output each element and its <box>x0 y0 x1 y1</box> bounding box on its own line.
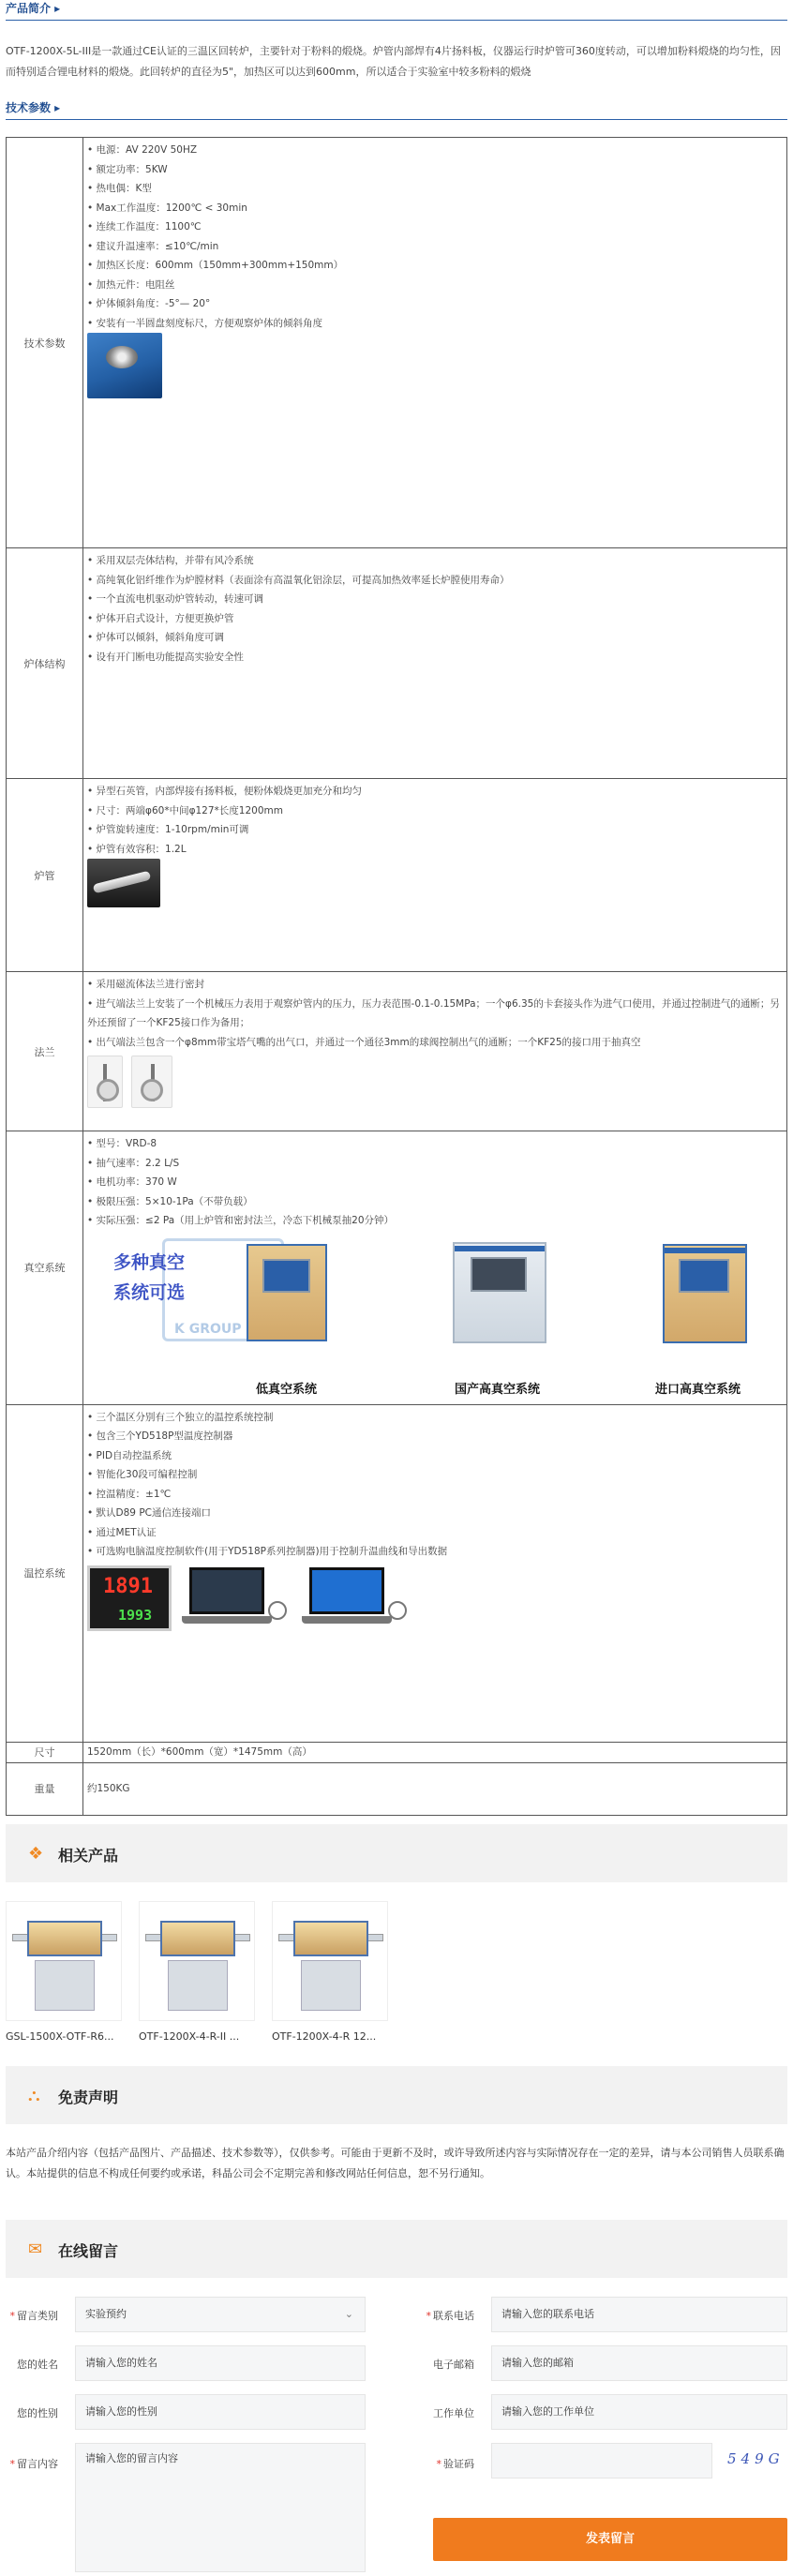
low-vacuum-unit-image <box>247 1244 327 1341</box>
spec-line: • 热电偶：K型 <box>87 183 152 194</box>
captcha-input[interactable] <box>491 2443 712 2479</box>
spec-row-control <box>7 1404 787 1742</box>
gender-label: 您的性别 <box>17 2407 58 2419</box>
spec-line: • 电源：AV 220V 50HZ <box>87 144 198 156</box>
spec-line: • 设有开门断电功能提高实验安全性 <box>87 651 245 663</box>
row-label: 温控系统 <box>7 1404 83 1742</box>
spec-line: • 通过MET认证 <box>87 1526 157 1538</box>
spec-line: • 额定功率：5KW <box>87 163 168 175</box>
spec-line: • 炉体可以倾斜，倾斜角度可调 <box>87 632 225 643</box>
spec-line: • 极限压强：5×10-1Pa（不带负载） <box>87 1195 253 1207</box>
temperature-controller-photo <box>87 1565 172 1631</box>
controller-photos <box>87 1565 783 1635</box>
related-products-title: 相关产品 <box>58 1847 119 1865</box>
spec-line: • 采用双层壳体结构，并带有风冷系统 <box>87 555 254 566</box>
caption-imported-high-vacuum: 进口高真空系统 <box>655 1382 741 1397</box>
spec-line: • 炉管有效容积：1.2L <box>87 843 187 855</box>
watermark-text: K GROUP <box>174 1321 242 1337</box>
spec-line: • 默认D89 PC通信连接端口 <box>87 1507 211 1519</box>
row-label: 重量 <box>7 1762 83 1815</box>
submit-message-button[interactable]: 发表留言 <box>433 2518 787 2561</box>
gender-input[interactable]: 请输入您的性别 <box>75 2394 366 2430</box>
disclaimer-title: 免责声明 <box>58 2089 119 2106</box>
spec-section-header <box>6 99 787 120</box>
spec-line: • 异型石英管，内部焊接有扬料板，便粉体煅烧更加充分和均匀 <box>87 786 363 797</box>
phone-label: * 联系电话 <box>426 2310 474 2322</box>
laptop-windows-photo <box>300 1565 411 1631</box>
row-content <box>83 972 787 1131</box>
product-image[interactable] <box>6 1901 122 2021</box>
captcha-label: * 验证码 <box>436 2458 474 2470</box>
spec-line: • 炉管旋转速度：1-10rpm/min可调 <box>87 824 249 835</box>
spec-row-tech <box>7 138 787 548</box>
controller-sv-display: 1993 <box>118 1606 153 1624</box>
spec-line: • 出气端法兰包含一个φ8mm带宝塔气嘴的出气口，并通过一个通径3mm的球阀控制出气的通断；一个KF25的接口用于抽真空 <box>87 1036 641 1048</box>
spec-row-vacuum <box>7 1131 787 1405</box>
spec-line: • 包含三个YD518P型温度控制器 <box>87 1430 233 1442</box>
name-label: 您的姓名 <box>17 2359 58 2371</box>
outlet-flange-photo <box>131 1056 172 1108</box>
spec-line: • 采用磁流体法兰进行密封 <box>87 979 205 990</box>
company-label: 工作单位 <box>433 2407 474 2419</box>
spec-line: • PID自动控温系统 <box>87 1449 172 1461</box>
spec-line: • 建议升温速率：≤10℃/min <box>87 240 219 252</box>
spec-line: • 一个直流电机驱动炉管转动，转速可调 <box>87 593 264 605</box>
chat-icon: ✉ <box>28 2239 43 2259</box>
spec-line: • 实际压强：≤2 Pa（用上炉管和密封法兰，冷态下机械泵抽20分钟） <box>87 1215 395 1226</box>
type-selected-value: 实验预约 <box>85 2308 127 2320</box>
message-title: 在线留言 <box>58 2242 119 2260</box>
laptop-software-photo <box>180 1565 291 1631</box>
related-product-card[interactable] <box>6 1901 122 2043</box>
email-input[interactable]: 请输入您的邮箱 <box>491 2345 787 2381</box>
quartz-tube-photo <box>87 859 160 907</box>
spec-table <box>6 137 787 1816</box>
spec-line: • 高纯氧化铝纤维作为炉膛材料（表面涂有高温氧化铝涂层，可提高加热效率延长炉膛使用寿命） <box>87 574 510 586</box>
related-product-card[interactable] <box>272 1901 388 2043</box>
furnace-tilt-photo <box>87 333 162 398</box>
weight-value: 约150KG <box>83 1762 787 1815</box>
shield-icon: ⛬ <box>28 2086 40 2105</box>
content-label: * 留言内容 <box>9 2458 58 2470</box>
spec-line: • 型号：VRD-8 <box>87 1138 157 1149</box>
related-products-header <box>6 1824 787 1882</box>
inlet-flange-photo <box>87 1056 123 1108</box>
controller-pv-display: 1891 <box>103 1574 153 1598</box>
spec-row-weight <box>7 1762 787 1815</box>
domestic-high-vacuum-unit-image <box>453 1242 546 1343</box>
spec-line: • 可选购电脑温度控制软件(用于YD518P系列控制器)用于控制升温曲线和导出数据 <box>87 1546 448 1557</box>
related-product-card[interactable] <box>139 1901 255 2043</box>
row-label: 炉管 <box>7 779 83 972</box>
spec-line: • 电机功率：370 W <box>87 1176 177 1188</box>
product-caption[interactable]: GSL-1500X-OTF-R6... <box>6 2030 114 2043</box>
company-input[interactable]: 请输入您的工作单位 <box>491 2394 787 2430</box>
flange-photos <box>87 1056 783 1116</box>
intro-text: OTF-1200X-5L-III是一款通过CE认证的三温区回转炉，主要针对于粉料的煅烧。炉管内部焊有4片扬料板，仪器运行时炉管可360度转动，可以增加粉料煅烧的均匀性，因而特别适合锂电材料的煅烧。此回转炉的直径为5"，加热区可以达到600mm，所以适合于实验室中较多粉料的煅烧 <box>6 45 781 78</box>
spec-line: • 安装有一半圆盘刻度标尺，方便观察炉体的倾斜角度 <box>87 317 323 329</box>
spec-row-flange <box>7 972 787 1131</box>
row-label: 尺寸 <box>7 1742 83 1762</box>
spec-row-size <box>7 1742 787 1762</box>
spec-line: • 抽气速率：2.2 L/S <box>87 1157 180 1169</box>
product-image[interactable] <box>272 1901 388 2021</box>
spec-line: • 连续工作温度：1100℃ <box>87 221 202 232</box>
product-caption[interactable]: OTF-1200X-4-R-II ... <box>139 2030 240 2043</box>
row-label: 法兰 <box>7 972 83 1131</box>
spec-heading: 技术参数 ▸ <box>6 101 61 114</box>
promo-text-line2: 系统可选 <box>113 1281 186 1303</box>
phone-input[interactable]: 请输入您的联系电话 <box>491 2297 787 2332</box>
spec-row-body <box>7 548 787 779</box>
vacuum-systems-banner <box>87 1235 783 1401</box>
spec-line: • 加热区长度：600mm（150mm+300mm+150mm） <box>87 260 344 271</box>
spec-line: • 三个温区分别有三个独立的温控系统控制 <box>87 1411 274 1423</box>
disclaimer-header <box>6 2066 787 2124</box>
message-type-select[interactable] <box>75 2297 366 2332</box>
spec-line: • 尺寸：两端φ60*中间φ127*长度1200mm <box>87 804 283 816</box>
content-textarea[interactable]: 请输入您的留言内容 <box>75 2443 366 2572</box>
spec-row-tube <box>7 779 787 972</box>
row-label: 技术参数 <box>7 138 83 548</box>
spec-line: • 进气端法兰上安装了一个机械压力表用于观察炉管内的压力，压力表范围-0.1-0.15MPa；一个φ6.35的卡套接头作为进气口使用，并通过控制进气的通断；另外还预留了一个KF25接口作为备用； <box>87 997 780 1028</box>
promo-text-line1: 多种真空 <box>113 1251 186 1273</box>
spec-line: • Max工作温度：1200℃ < 30min <box>87 202 247 214</box>
spec-line: • 智能化30段可编程控制 <box>87 1469 198 1480</box>
intro-section-header <box>6 0 787 21</box>
chevron-down-icon: ⌄ <box>344 2308 353 2320</box>
captcha-image[interactable]: 549G <box>727 2450 785 2467</box>
size-value: 1520mm（长）*600mm（宽）*1475mm（高） <box>83 1742 787 1762</box>
grid-icon: ❖ <box>28 1844 44 1864</box>
spec-line: • 炉体倾斜角度：-5°— 20° <box>87 298 211 309</box>
row-label: 真空系统 <box>7 1131 83 1405</box>
imported-high-vacuum-unit-image <box>663 1244 747 1343</box>
row-content <box>83 138 787 548</box>
caption-low-vacuum: 低真空系统 <box>256 1382 318 1397</box>
caption-domestic-high-vacuum: 国产高真空系统 <box>455 1382 541 1397</box>
name-input[interactable]: 请输入您的姓名 <box>75 2345 366 2381</box>
product-caption[interactable]: OTF-1200X-4-R 12... <box>272 2030 377 2043</box>
row-label: 炉体结构 <box>7 548 83 779</box>
product-image[interactable] <box>139 1901 255 2021</box>
row-content <box>83 548 787 779</box>
row-content <box>83 1404 787 1742</box>
message-header <box>6 2220 787 2278</box>
spec-line: • 加热元件：电阻丝 <box>87 278 175 291</box>
spec-line: • 控温精度：±1℃ <box>87 1488 172 1500</box>
intro-heading: 产品简介 ▸ <box>6 2 61 15</box>
row-content <box>83 779 787 972</box>
spec-line: • 炉体开启式设计，方便更换炉管 <box>87 612 234 624</box>
email-label: 电子邮箱 <box>433 2359 474 2371</box>
row-content <box>83 1131 787 1405</box>
disclaimer-text: 本站产品介绍内容（包括产品图片、产品描述、技术参数等），仅供参考。可能由于更新不及时，或许导致所述内容与实际情况存在一定的差异，请与本公司销售人员联系确认。本站提供的信息不构成任何要约或承诺，科晶公司会不定期完善和修改网站任何信息，恕不另行通知。 <box>6 2147 785 2179</box>
type-label: * 留言类别 <box>9 2310 58 2322</box>
